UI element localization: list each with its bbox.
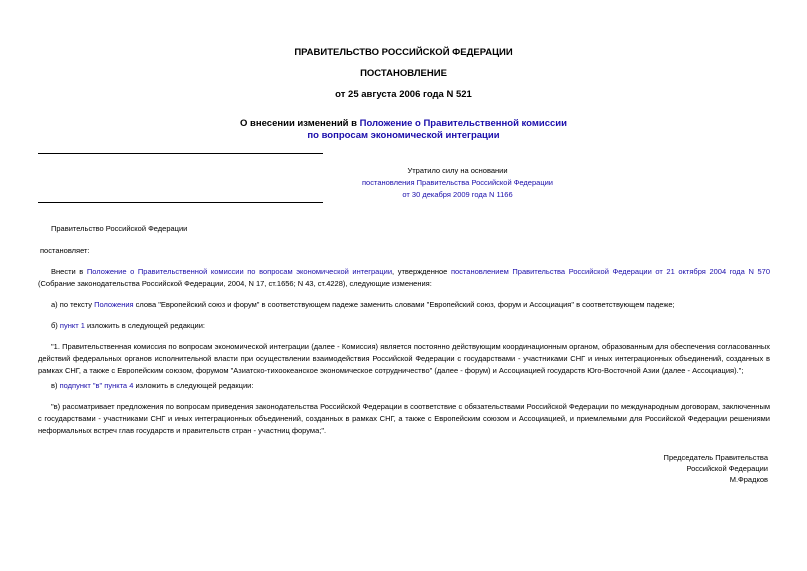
p5-link-point-1[interactable]: пункт 1 [59,321,85,330]
signature-block [664,452,768,485]
paragraph-resolves: постановляет: [40,246,90,255]
p3-link-decree-570[interactable]: постановлением Правительства Российской Федерации от 21 октября 2004 года N 570 [450,267,770,276]
p3-text-a: Внести в [51,267,87,276]
paragraph-government: Правительство Российской Федерации [51,224,188,233]
paragraph-b [38,320,770,332]
p7-text-a: в) [51,381,60,390]
p3-text-c: (Собрание законодательства Российской Федерации, 2004, N 17, ст.1656; N 43, ст.4228), следующие изменения: [38,279,432,288]
paragraph-a [38,299,770,311]
paragraph-changes [38,266,770,290]
title-prefix: О внесении изменений в [240,118,360,129]
p3-text-b: , утвержденное [392,267,451,276]
document-date: от 25 августа 2006 года N 521 [335,89,472,100]
top-divider [38,153,323,154]
signature-name: М.Фрадков [729,475,768,484]
p7-link-subpoint-v[interactable]: подпункт "в" [59,381,103,390]
bottom-divider [38,202,323,203]
document-type: ПОСТАНОВЛЕНИЕ [360,68,447,79]
p5-text-b: изложить в следующей редакции: [84,321,205,330]
p3-link-regulation[interactable]: Положение о Правительственной комиссии по вопросам экономической интеграции [86,267,393,276]
document-title [0,118,807,142]
paragraph-subpoint-v-text: "в) рассматривает предложения по вопросам приведения законодательства Российской Федерации в соответствие с обязательствами Российской Федерации по международным договорам, заключенным с государствами - участниками СНГ и иных интеграционных объединений, созданных в рамках СНГ, а также с Европейским союзом и Ассоциацией, и приемлемыми для Российской Федерации решениями неформальных встреч глав государств и правительств стран - участниц форума;". [38,402,770,435]
title-link-regulation-cont[interactable]: по вопросам экономической интеграции [307,130,500,141]
status-note [230,165,685,201]
p4-text-b: слова "Европейский союз и форум" в соответствующем падеже заменить словами "Европейский союз, форум и Ассоциация" в соответствующем падеже; [133,300,675,309]
p7-link-point-4[interactable]: пункта 4 [104,381,134,390]
status-link-date[interactable]: от 30 декабря 2009 года N 1166 [402,190,513,199]
paragraph-c [38,380,770,392]
paragraph-point-1-text: "1. Правительственная комиссия по вопросам экономической интеграции (далее - Комиссия) является постоянно действующим координационным органом, образованным для обеспечения согласованных действий федеральных органов исполнительной власти при осуществлении взаимодействия Российской Федерации с государствами - участниками СНГ и иных интеграционных объединений, созданных в рамках СНГ, а также с Европейским союзом, форумом "Азиатско-тихоокеанское экономическое сотрудничество" (далее - форум) и Ассоциацией государств Юго-Восточной Азии (далее - Ассоциация)."; [38,342,770,375]
status-line: Утратило силу на основании [407,166,508,175]
status-link-decree[interactable]: постановления Правительства Российской Федерации [361,178,553,187]
p5-text-a: б) [51,321,60,330]
signature-country: Российской Федерации [686,464,768,473]
p4-text-a: а) по тексту [51,300,95,309]
p4-link-regulation[interactable]: Положения [94,300,134,309]
p7-text-b: изложить в следующей редакции: [133,381,254,390]
government-name: ПРАВИТЕЛЬСТВО РОССИЙСКОЙ ФЕДЕРАЦИИ [294,47,513,58]
signature-position: Председатель Правительства [663,453,768,462]
title-link-regulation[interactable]: Положение о Правительственной комиссии [359,118,567,129]
